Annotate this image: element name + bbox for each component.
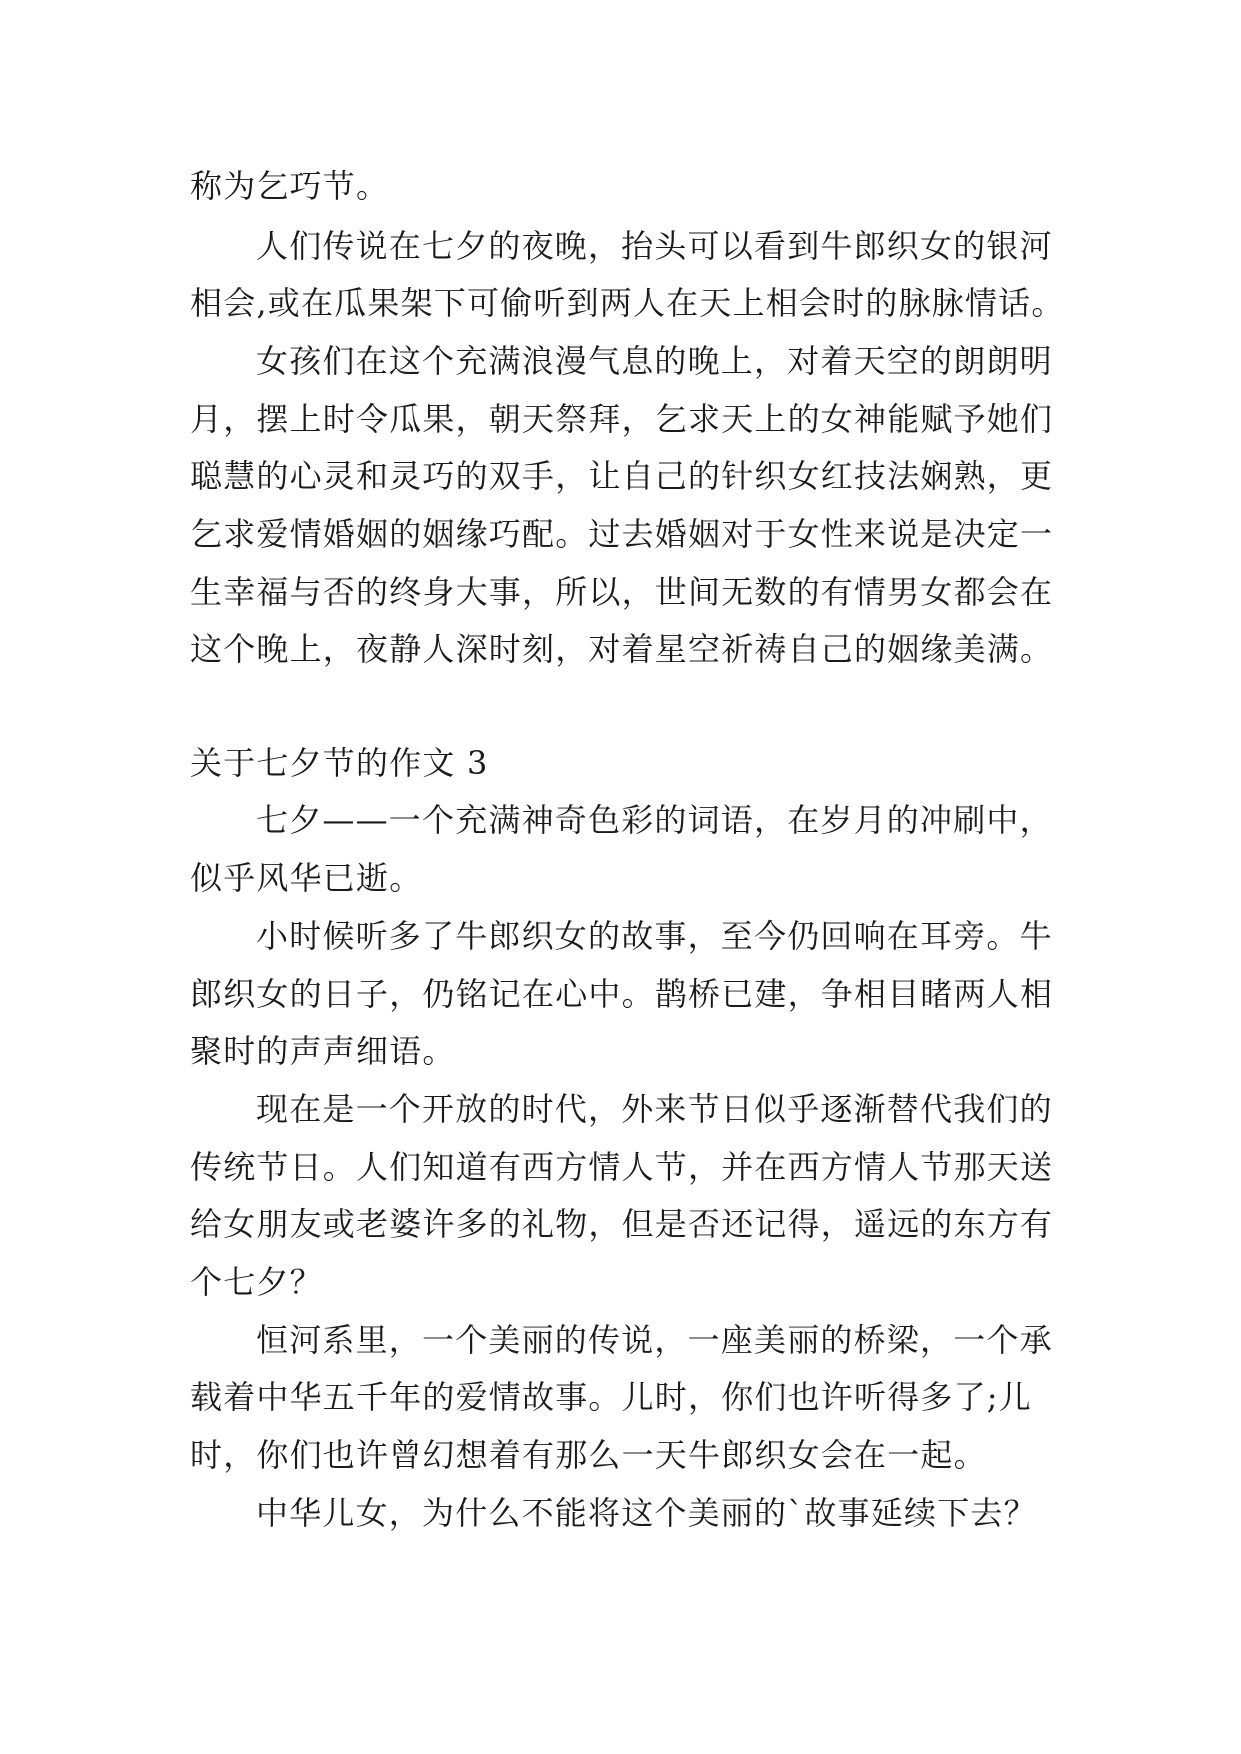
text-line: 聪慧的心灵和灵巧的双手，让自己的针织女红技法娴熟，更 xyxy=(190,457,1054,495)
text-line: 个七夕？ xyxy=(190,1263,323,1301)
text-line: 传统节日。人们知道有西方情人节，并在西方情人节那天送 xyxy=(190,1148,1054,1186)
text-line: 郎织女的日子，仍铭记在心中。鹊桥已建，争相目睹两人相 xyxy=(190,975,1054,1013)
text-line: 乞求爱情婚姻的姻缘巧配。过去婚姻对于女性来说是决定一 xyxy=(190,515,1054,553)
paragraph-first-line: 小时候听多了牛郎织女的故事，至今仍回响在耳旁。牛 xyxy=(256,917,1053,955)
text-line: 生幸福与否的终身大事，所以，世间无数的有情男女都会在 xyxy=(190,573,1054,611)
text-line: 载着中华五千年的爱情故事。儿时，你们也许听得多了;儿 xyxy=(190,1378,1032,1416)
text-line: 时，你们也许曾幻想着有那么一天牛郎织女会在一起。 xyxy=(190,1436,987,1474)
paragraph-first-line: 七夕——一个充满神奇色彩的词语，在岁月的冲刷中， xyxy=(256,801,1053,839)
paragraph-first-line: 中华儿女，为什么不能将这个美丽的`故事延续下去？ xyxy=(256,1494,1037,1532)
section-heading: 关于七夕节的作文 3 xyxy=(190,744,489,782)
text-line: 称为乞巧节。 xyxy=(190,167,390,205)
text-line: 给女朋友或老婆许多的礼物，但是否还记得，遥远的东方有 xyxy=(190,1205,1054,1243)
paragraph-first-line: 人们传说在七夕的夜晚，抬头可以看到牛郎织女的银河 xyxy=(256,227,1053,265)
paragraph-first-line: 恒河系里，一个美丽的传说，一座美丽的桥梁，一个承 xyxy=(256,1321,1053,1359)
paragraph-first-line: 现在是一个开放的时代，外来节日似乎逐渐替代我们的 xyxy=(256,1090,1053,1128)
text-line: 聚时的声声细语。 xyxy=(190,1032,456,1070)
paragraph-first-line: 女孩们在这个充满浪漫气息的晚上，对着天空的朗朗明 xyxy=(256,342,1053,380)
text-line: 相会,或在瓜果架下可偷听到两人在天上相会时的脉脉情话。 xyxy=(190,284,1065,322)
text-line: 月，摆上时令瓜果，朝天祭拜，乞求天上的女神能赋予她们 xyxy=(190,400,1054,438)
text-line: 似乎风华已逝。 xyxy=(190,859,423,897)
text-line: 这个晚上，夜静人深时刻，对着星空祈祷自己的姻缘美满。 xyxy=(190,630,1054,668)
